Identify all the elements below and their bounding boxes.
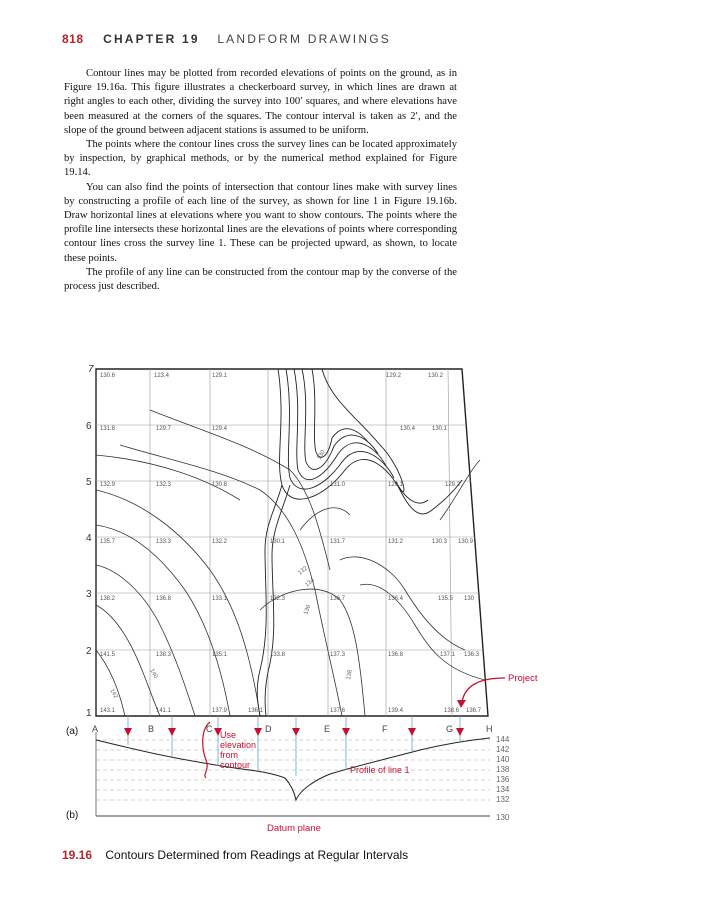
page-number: 818 [62,32,84,46]
page-header [62,32,391,46]
elevation-value: 123.4 [154,373,170,379]
scale-value: 132 [496,795,510,804]
project-arrowhead [457,700,466,708]
part-b-label: (b) [66,810,79,821]
row-label: 5 [86,477,92,488]
elevation-value: 132.2 [212,539,228,545]
elevation-value: 131.7 [330,539,346,545]
contour-figure [60,350,660,840]
contour-label: 136 [303,604,313,616]
elevation-value: 137.3 [330,652,346,658]
contour-label: 138 [346,669,354,681]
contour-label: 130 [316,449,327,461]
elevation-value: 138.6 [444,708,460,714]
row-label: 4 [86,533,92,544]
body-text [64,67,457,294]
elevation-value: 129.1 [388,482,404,488]
contour-label: 140 [148,668,159,680]
row-label: 6 [86,421,92,432]
elevation-value: 143.1 [100,708,116,714]
contour-label: 132 [297,565,309,577]
elevation-value: 130.6 [100,373,116,379]
elevation-value: 141.1 [156,708,172,714]
elevation-value: 141.5 [100,652,116,658]
projection-arrows [124,728,464,736]
profile-scale [496,735,510,822]
elevation-value: 138.3 [156,652,172,658]
profile-line [96,738,490,800]
elevation-value: 137.6 [330,708,346,714]
elevation-value: 136.3 [464,652,480,658]
column-label: H [486,724,493,734]
elevation-value: 133.8 [270,652,286,658]
chapter-title: LANDFORM DRAWINGS [217,32,391,46]
contour-labels [108,449,354,700]
elevation-value: 131.0 [330,482,346,488]
elevation-value: 129.1 [212,373,228,379]
elevation-value: 137.9 [212,708,228,714]
note-line: from [220,750,238,760]
elevation-value: 135.5 [438,596,454,602]
paragraph: The profile of any line can be constructed from the contour map by the converse of the process just described. [64,266,457,293]
elevation-value: 131.8 [100,426,116,432]
paragraph: The points where the contour lines cross the survey lines can be located approximately by inspection, by graphical methods, or by the numerical method explained for Figure 19.14. [64,139,457,179]
column-label: F [382,724,388,734]
scale-value: 144 [496,735,510,744]
row-label: 3 [86,589,92,600]
elevation-value: 132.3 [156,482,172,488]
chapter-label: CHAPTER 19 [103,32,200,46]
elevation-value: 133.1 [212,596,228,602]
contour-label: 142 [108,688,119,700]
elevation-value: 129.2 [445,482,461,488]
elevation-value: 129.7 [156,426,172,432]
datum-label: Datum plane [267,823,321,834]
column-labels [92,724,493,734]
contour-label: 134 [304,577,316,589]
scale-value: 136 [496,775,510,784]
elevation-value: 130.1 [270,539,286,545]
elevation-value: 136.7 [330,596,346,602]
elevation-value: 130.9 [458,539,474,545]
column-label: G [446,724,454,734]
elevation-value: 131.2 [388,539,404,545]
row-label: 7 [88,364,94,375]
projection-lines [128,716,460,776]
note-line: contour [220,760,251,770]
elevation-value: 130.2 [428,373,444,379]
column-label: B [148,724,155,734]
elevation-value: 129.4 [212,426,228,432]
note-line: elevation [220,740,257,750]
figure-caption [62,848,408,862]
scale-value: 138 [496,765,510,774]
column-label: A [92,724,99,734]
elevation-value: 137.1 [440,652,456,658]
elevation-value: 132.9 [100,482,116,488]
figure-number: 19.16 [62,848,93,862]
elevation-value: 130 [464,596,475,602]
paragraph: Contour lines may be plotted from recorded elevations of points on the ground, as in Figure 19.16a. This figure illustrates a checkerboard survey, in which lines are drawn at right angles to each other, dividing the survey into 100′ squares, and where elevations have been measured at the corners of the squares. The contour interval is taken as 2′, and the slope of the ground between adjacent stations is assumed to be uniform. [64,68,457,136]
elevation-value: 129.2 [386,373,402,379]
map-border [96,369,488,716]
elevation-value: 130.3 [432,539,448,545]
column-label: C [206,724,213,734]
elevation-value: 138.2 [100,596,116,602]
elevation-value: 135.1 [212,652,228,658]
scale-value: 130 [496,813,510,822]
profile-label: Profile of line 1 [350,765,410,775]
elevation-value: 130.4 [400,426,416,432]
elevation-value: 133.3 [156,539,172,545]
project-label: Project [508,673,538,684]
elevation-value: 136.7 [466,708,482,714]
elevation-value: 136.8 [388,652,404,658]
scale-value: 142 [496,745,510,754]
elevation-value: 136.8 [156,596,172,602]
elevation-value: 136.1 [248,708,264,714]
paragraph: You can also find the points of intersection that contour lines make with survey lines by constructing a profile of each line of the survey, as shown for line 1 in Figure 19.16b. Draw horizontal lines at elevations where you want to show contours. The points where the profile line intersects these horizontal lines are the elevations of points where corresponding contour lines cross the survey line 1. These can be projected upward, as shown, to locate these points. [64,181,457,264]
column-label: E [324,724,331,734]
elevation-value: 136.4 [388,596,404,602]
column-label: D [265,724,272,734]
elevation-value: 139.4 [388,708,404,714]
scale-value: 134 [496,785,510,794]
elevation-value: 135.7 [100,539,116,545]
row-label: 1 [86,708,92,719]
elevation-value: 132.3 [270,596,286,602]
row-labels [86,364,94,719]
scale-value: 140 [496,755,510,764]
elevation-value: 130.8 [212,482,228,488]
figure-title: Contours Determined from Readings at Regular Intervals [105,848,409,862]
part-a-label: (a) [66,726,79,737]
elevation-value: 130.1 [432,426,448,432]
note-line: Use [220,730,237,740]
row-label: 2 [86,646,92,657]
elevation-readings [100,373,482,714]
project-arrow [462,678,505,702]
